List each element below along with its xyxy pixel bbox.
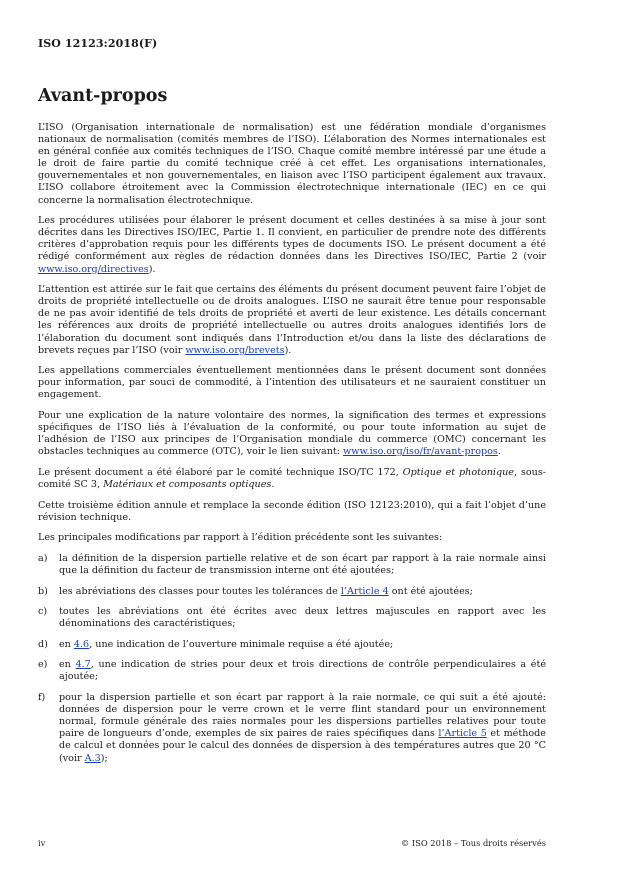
document-id-header: ISO 12123:2018(F) bbox=[38, 37, 158, 50]
paragraph-iso-intro: L’ISO (Organisation internationale de normalisation) est une fédération mondiale d’organismes nationaux de normalisation (comités membres de l’ISO). L’élaboration des Normes internationales est en général confiée aux comités techniques de l’ISO. Chaque comité membre intéressé par une étude a le droit de faire partie du comité technique créé à cet effet. Les organisations internationales, gouvernementales et non gouvernementales, en liaison avec l’ISO participent également aux travaux. L’ISO collabore étroitement avec la Commission électrotechnique internationale (IEC) en ce qui concerne la normalisation électrotechnique. bbox=[38, 122, 546, 206]
list-item: b) les abréviations des classes pour toutes les tolérances de l’Article 4 ont été ajoutées; bbox=[38, 585, 473, 597]
paragraph-trade-names: Les appellations commerciales éventuellement mentionnées dans le présent document sont données pour information, par souci de commodité, à l’intention des utilisateurs et ne sauraient constituer un engagement. bbox=[38, 365, 546, 401]
patents-link[interactable]: www.iso.org/brevets bbox=[185, 344, 285, 356]
list-item: f) pour la dispersion partielle et son écart par rapport à la raie normale, ce qui suit a été ajouté: données de dispersion pour le verre crown et le verre flint standard pour un environnement normal, formule générale des raies normales pour les dispersions partielles relatives pour toute paire de longueurs d’onde, exemples de six paires de raies spécifiques dans l’Article 5 et méthode de calcul et données pour le calcul des données de dispersion à des températures autres que 20 °C (voir A.3); bbox=[38, 692, 546, 764]
section-4-7-link[interactable]: 4.7 bbox=[75, 659, 91, 671]
changes-list bbox=[38, 553, 546, 765]
foreword-body bbox=[38, 122, 546, 773]
page-title: Avant-propos bbox=[38, 86, 168, 106]
list-item: e) en 4.7, une indication de stries pour deux et trois directions de contrôle perpendiculaires a été ajoutée; bbox=[38, 659, 546, 683]
page-number: iv bbox=[38, 838, 46, 848]
copyright-notice: © ISO 2018 – Tous droits réservés bbox=[400, 838, 546, 848]
section-4-6-link[interactable]: 4.6 bbox=[73, 638, 90, 650]
annex-a3-link[interactable]: A.3 bbox=[84, 752, 101, 764]
list-item: c) toutes les abréviations ont été écrites avec deux lettres majuscules en rapport avec les dénominations des caractéristiques; bbox=[38, 606, 546, 630]
paragraph-patents: L’attention est attirée sur le fait que certains des éléments du présent document peuvent faire l’objet de droits de propriété intellectuelle ou de droits analogues. L’ISO ne saurait être tenue pour responsable de ne pas avoir identifié de tels droits de propriété et averti de leur existence. Les détails concernant les références aux droits de propriété intellectuelle ou autres droits analogues identifiés lors de l’élaboration du document sont indiqués dans l’Introduction et/ou dans la liste des déclarations de brevets reçues par l’ISO (voir www.iso.org/brevets). bbox=[38, 284, 546, 356]
paragraph-voluntary-nature: Pour une explication de la nature volontaire des normes, la signification des termes et expressions spécifiques de l’ISO liés à l’évaluation de la conformité, ou pour toute information au sujet de l’adhésion de l’ISO aux principes de l’Organisation mondiale du commerce (OMC) concernant les obstacles techniques au commerce (OTC), voir le lien suivant: www.iso.org/iso/fr/avant-propos. bbox=[38, 409, 546, 458]
paragraph-procedures: Les procédures utilisées pour élaborer le présent document et celles destinées à sa mise à jour sont décrites dans les Directives ISO/IEC, Partie 1. Il convient, en particulier de prendre note des différents critères d’approbation requis pour les différents types de documents ISO. Le présent document a été rédigé conformément aux règles de rédaction données dans les Directives ISO/IEC, Partie 2 (voir www.iso.org/directives). bbox=[38, 215, 546, 275]
foreword-link[interactable]: www.iso.org/iso/fr/avant-propos bbox=[343, 446, 498, 458]
list-item: a) la définition de la dispersion partielle relative et de son écart par rapport à la raie normale ainsi que la définition du facteur de transmission interne ont été ajoutées; bbox=[38, 552, 546, 576]
article-5-link[interactable]: l’Article 5 bbox=[438, 728, 487, 740]
list-item: d) en 4.6, une indication de l’ouverture minimale requise a été ajoutée; bbox=[38, 638, 394, 650]
directives-link[interactable]: www.iso.org/directives bbox=[38, 263, 149, 275]
article-4-link[interactable]: l’Article 4 bbox=[340, 585, 389, 597]
paragraph-changes-intro: Les principales modifications par rapport à l’édition précédente sont les suivantes: bbox=[38, 532, 443, 544]
paragraph-edition: Cette troisième édition annule et remplace la seconde édition (ISO 12123:2010), qui a fait l’objet d’une révision technique. bbox=[38, 499, 546, 523]
paragraph-committee: Le présent document a été élaboré par le comité technique ISO/TC 172, Optique et photonique, sous-comité SC 3, Matériaux et composants optiques. bbox=[38, 466, 546, 490]
